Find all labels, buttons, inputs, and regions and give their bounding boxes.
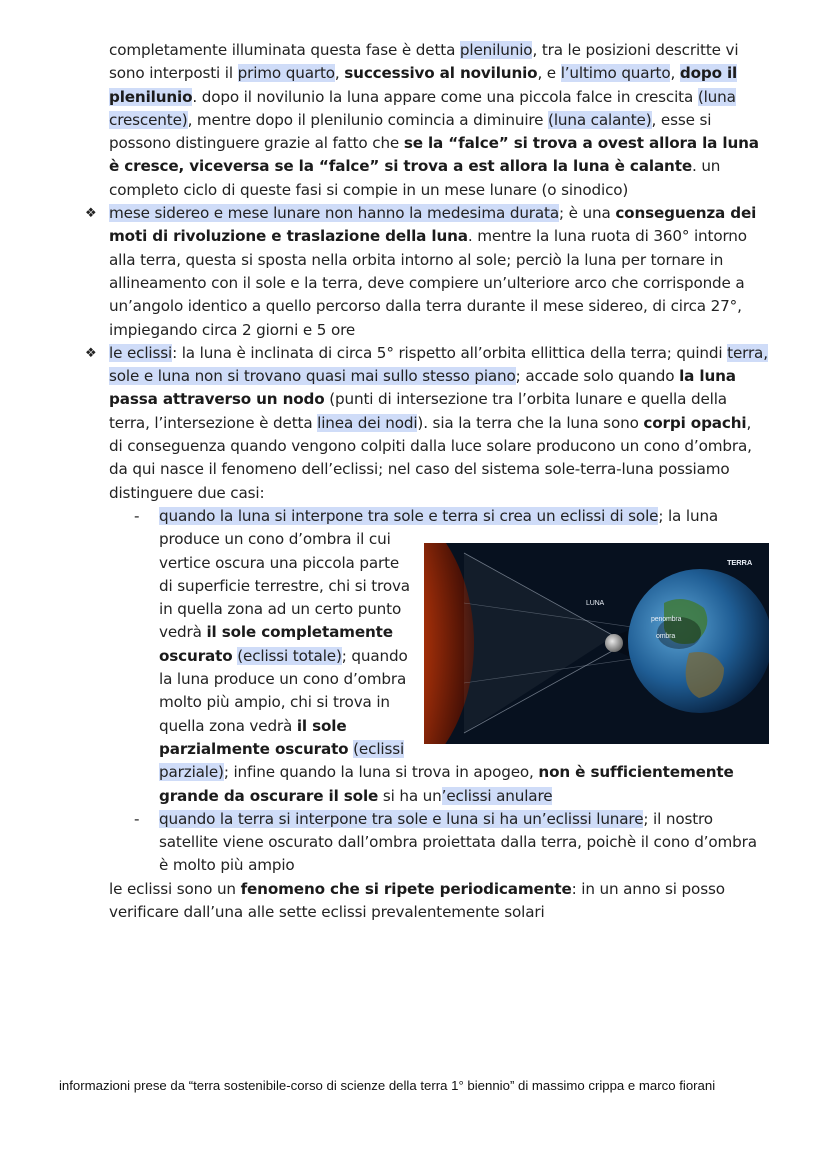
text: si ha un — [378, 786, 442, 805]
highlight: quando la terra si interpone tra sole e luna si ha un’eclissi lunare — [159, 809, 644, 828]
highlight: plenilunio — [459, 41, 533, 59]
highlight: primo quarto — [237, 64, 335, 83]
highlight: quando la luna si interpone tra sole e terra si crea un eclissi di sole — [159, 506, 659, 525]
highlight: (eclissi totale) — [237, 646, 342, 665]
highlight: linea dei nodi — [317, 413, 418, 432]
text: . dopo il novilunio la luna appare come una piccola falce in crescita — [192, 87, 698, 106]
text: : la luna è inclinata di circa 5° rispetto all’orbita ellittica della terra; quindi — [172, 343, 728, 362]
label-terra: TERRA — [727, 558, 753, 568]
dash-icon: - — [134, 809, 140, 828]
text: le eclissi sono un — [109, 879, 241, 898]
highlight: (luna calante) — [548, 110, 652, 129]
bullet-eclipses — [85, 342, 769, 505]
highlight: terra, sole e luna non si trovano quasi mai sullo stesso piano — [109, 343, 768, 386]
text: ; è una — [559, 204, 616, 223]
eclipse-image — [424, 543, 769, 744]
bold-text: la luna passa attraverso un nodo — [109, 367, 736, 409]
source-footer: informazioni prese da “terra sostenibile-corso di scienze della terra 1° biennio” di massimo crippa e marco fiorani — [59, 1078, 716, 1093]
label-luna: LUNA — [586, 600, 605, 608]
bold-text: conseguenza dei moti di rivoluzione e traslazione della luna — [109, 204, 757, 246]
text: , esse si possono distinguere grazie al fatto che — [109, 110, 712, 153]
bold-text: il sole completamente oscurato — [159, 623, 393, 665]
text: ). sia la terra che la luna sono — [417, 413, 644, 432]
bold-text: il sole parzialmente oscurato — [159, 716, 349, 758]
dash-icon: - — [134, 506, 140, 525]
highlight: (luna crescente) — [109, 87, 736, 129]
highlight: le eclissi — [109, 343, 173, 362]
text: , di conseguenza quando vengono colpiti dalla luce solare producono un cono d’ombra, da qui nasce il fenomeno dell’eclissi; nel caso del sistema sole-terra-luna possiamo distinguere due casi: — [109, 413, 752, 502]
bullet-sidereal-month — [85, 202, 769, 342]
text: , — [670, 64, 680, 83]
subitem-lunar-eclipse — [134, 808, 769, 878]
text: ; il nostro satellite viene oscurato dall’ombra proiettata dalla terra, poichè il cono d’ombra è molto più ampio — [159, 809, 757, 875]
text: ; la luna produce un cono d’ombra il cui vertice oscura una piccola parte di superficie terrestre, chi si trova in quella zona ad un certo punto vedrà — [159, 506, 719, 642]
text: (punti di intersezione tra l’orbita lunare e quella della terra, l’intersezione è detta — [109, 390, 727, 432]
subitem-solar-eclipse — [134, 505, 769, 808]
paragraph-closing — [109, 878, 769, 925]
text: . un completo ciclo di queste fasi si compie in un mese lunare (o sinodico) — [109, 157, 721, 199]
bold-text: se la “falce” si trova a ovest allora la luna è cresce, viceversa se la “falce” si trova a est allora la luna è calante — [109, 134, 759, 176]
bold-text: successivo al novilunio — [344, 64, 538, 83]
highlight: mese sidereo e mese lunare non hanno la medesima durata — [109, 204, 560, 223]
highlight: ’eclissi anulare — [441, 786, 553, 805]
text: completamente illuminata questa fase è detta — [109, 41, 460, 59]
document-body — [85, 39, 769, 924]
bold-text: non è sufficientemente grande da oscurare il sole — [159, 763, 734, 805]
text: : in un anno si posso verificare dall’una alle sette eclissi prevalentemente solari — [109, 879, 725, 921]
text: ; quando la luna produce un cono d’ombra molto più ampio, chi si trova in quella zona vedrà — [159, 646, 408, 735]
label-ombra: ombra — [656, 633, 676, 641]
bullet-icon: ❖ — [85, 345, 97, 361]
text: , tra le posizioni descritte vi sono interposti il — [109, 41, 739, 83]
highlight: (eclissi parziale) — [159, 739, 405, 782]
bold-highlight: dopo il plenilunio — [109, 64, 738, 106]
bullet-icon: ❖ — [85, 206, 97, 222]
text: . mentre la luna ruota di 360° intorno alla terra, questa si sposta nella orbita intorno al sole; perciò la luna per tornare in allineamento con il sole e la terra, deve compiere un’ulteriore arco che corrisponde a un’angolo identico a quello percorso dalla terra durante il mese sidereo, di circa 27°, impiegando circa 2 giorni e 5 ore — [109, 227, 747, 339]
paragraph-moon-phases — [109, 39, 769, 202]
bold-text: fenomeno che si ripete periodicamente — [240, 879, 572, 898]
text: , e — [537, 64, 561, 83]
label-penombra: penombra — [651, 616, 682, 624]
text: ; infine quando la luna si trova in apogeo, — [223, 763, 539, 782]
bold-text: corpi opachi — [643, 413, 747, 432]
text: ; accade solo quando — [515, 367, 680, 386]
text: , mentre dopo il plenilunio comincia a diminuire — [187, 110, 549, 129]
highlight: l’ultimo quarto — [560, 64, 671, 83]
text: , — [334, 64, 345, 83]
